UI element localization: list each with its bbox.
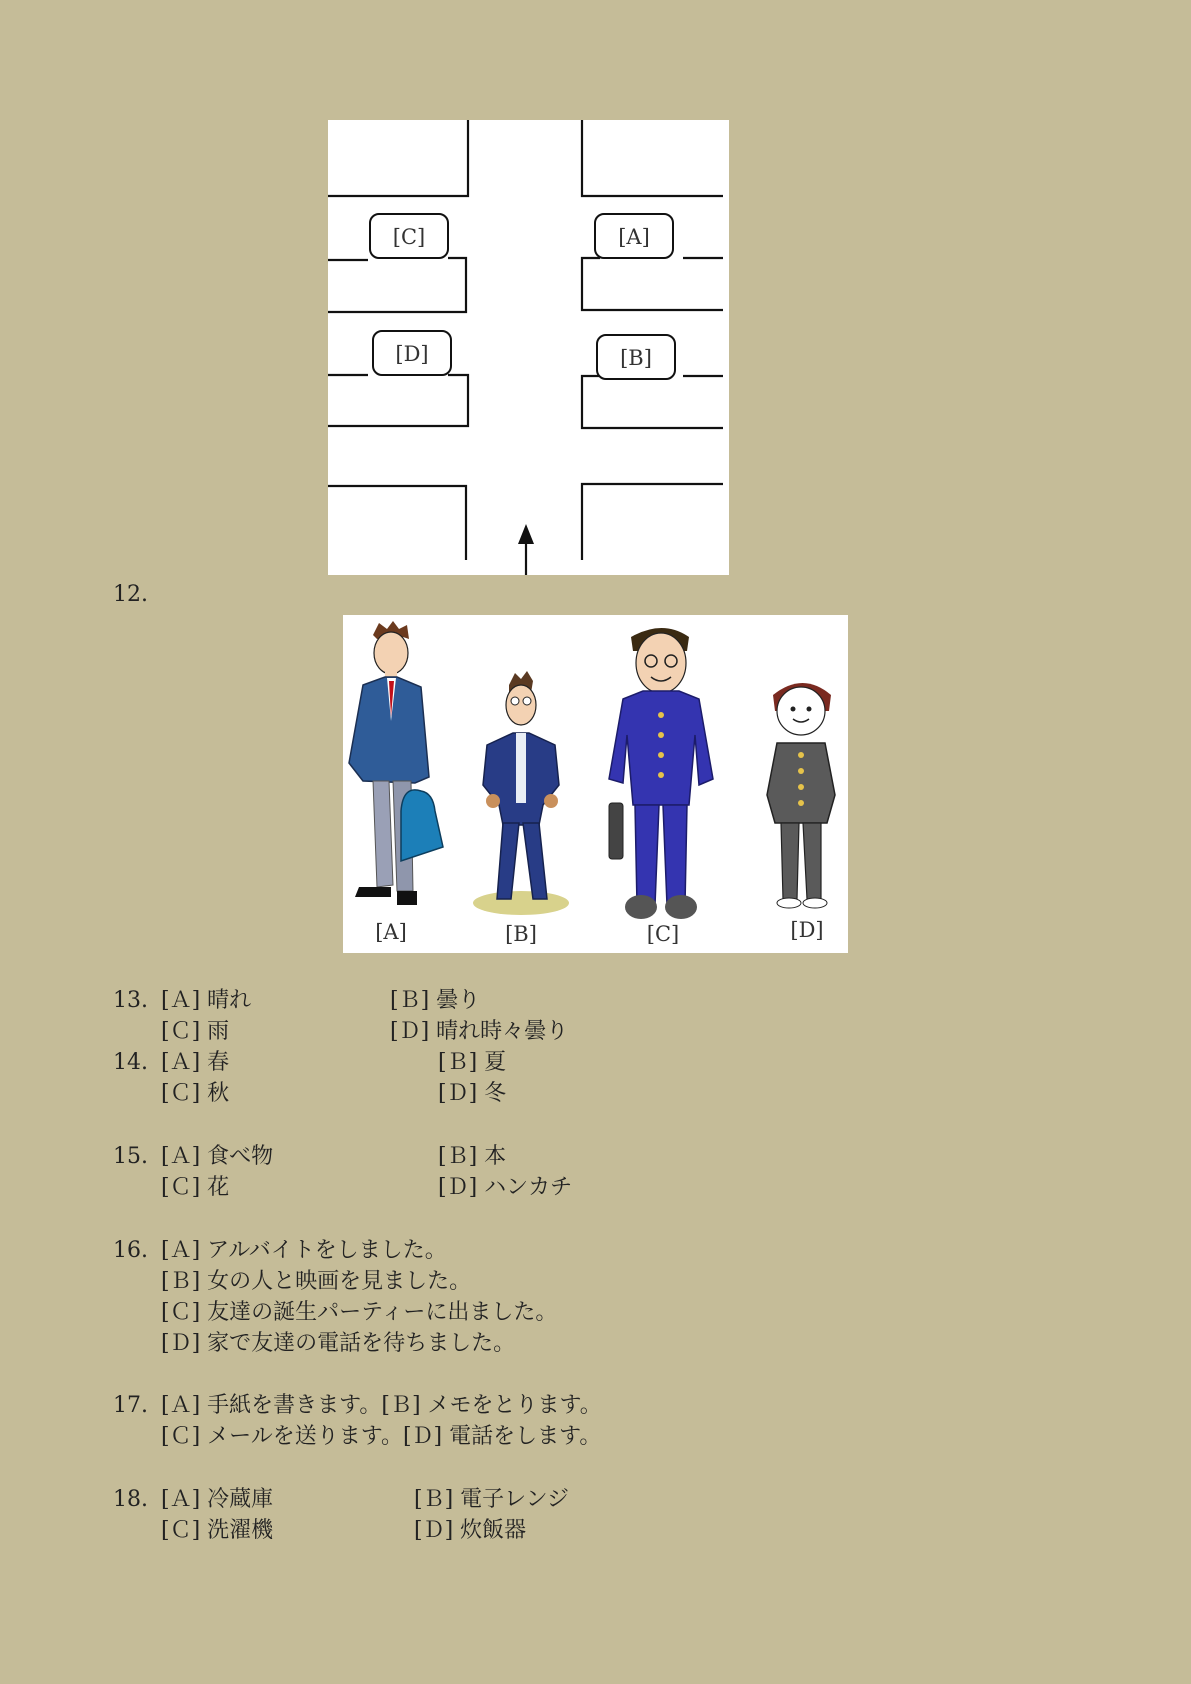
north-arrow-icon xyxy=(518,524,534,544)
q14-number: 14. xyxy=(113,1050,148,1075)
people-label-b: [B] xyxy=(505,922,537,946)
q12-number: 12. xyxy=(113,582,148,607)
q15-option-d: [Ｄ] ハンカチ xyxy=(438,1175,573,1200)
map-label-b: [B] xyxy=(620,346,652,370)
people-figure xyxy=(343,615,848,953)
q13-option-c: [Ｃ] 雨 xyxy=(161,1019,230,1044)
q18-option-b: [Ｂ] 電子レンジ xyxy=(414,1487,570,1512)
q18-option-d: [Ｄ] 炊飯器 xyxy=(414,1518,527,1543)
q18-number: 18. xyxy=(113,1487,148,1512)
people-label-c: [C] xyxy=(646,922,680,946)
q14-option-b: [Ｂ] 夏 xyxy=(438,1050,507,1075)
q15-number: 15. xyxy=(113,1144,148,1169)
people-svg xyxy=(343,615,848,953)
q16-option-d: [Ｄ] 家で友達の電話を待ちました。 xyxy=(161,1331,516,1356)
q15-option-b: [Ｂ] 本 xyxy=(438,1144,507,1169)
q16-number: 16. xyxy=(113,1238,148,1263)
q17-number: 17. xyxy=(113,1393,148,1418)
q16-option-b: [Ｂ] 女の人と映画を見ました。 xyxy=(161,1269,472,1294)
map-label-c: [C] xyxy=(392,225,426,249)
q13-option-d: [Ｄ] 晴れ時々曇り xyxy=(390,1019,569,1044)
q18-option-a: [Ａ] 冷蔵庫 xyxy=(161,1487,274,1512)
map-label-d: [D] xyxy=(395,342,429,366)
q13-number: 13. xyxy=(113,988,148,1013)
map-label-a: [A] xyxy=(618,225,650,249)
map-svg xyxy=(328,120,729,575)
q15-option-a: [Ａ] 食べ物 xyxy=(161,1144,274,1169)
person-d-illustration xyxy=(767,683,835,908)
q13-option-a: [Ａ] 晴れ xyxy=(161,988,252,1013)
q17-options-ab: [Ａ] 手紙を書きます。[Ｂ] メモをとります。 xyxy=(161,1393,602,1418)
person-a-illustration xyxy=(349,621,443,905)
people-label-d: [D] xyxy=(790,918,824,942)
people-label-a: [A] xyxy=(375,920,407,944)
q14-option-c: [Ｃ] 秋 xyxy=(161,1081,230,1106)
q16-option-a: [Ａ] アルバイトをしました。 xyxy=(161,1238,447,1263)
person-c-illustration xyxy=(609,628,713,919)
q16-option-c: [Ｃ] 友達の誕生パーティーに出ました。 xyxy=(161,1300,558,1325)
q13-option-b: [Ｂ] 曇り xyxy=(390,988,481,1013)
q17-options-cd: [Ｃ] メールを送ります。[Ｄ] 電話をします。 xyxy=(161,1424,602,1449)
q15-option-c: [Ｃ] 花 xyxy=(161,1175,230,1200)
q14-option-a: [Ａ] 春 xyxy=(161,1050,230,1075)
map-figure xyxy=(328,120,729,575)
q14-option-d: [Ｄ] 冬 xyxy=(438,1081,507,1106)
person-b-illustration xyxy=(473,671,569,915)
q18-option-c: [Ｃ] 洗濯機 xyxy=(161,1518,274,1543)
